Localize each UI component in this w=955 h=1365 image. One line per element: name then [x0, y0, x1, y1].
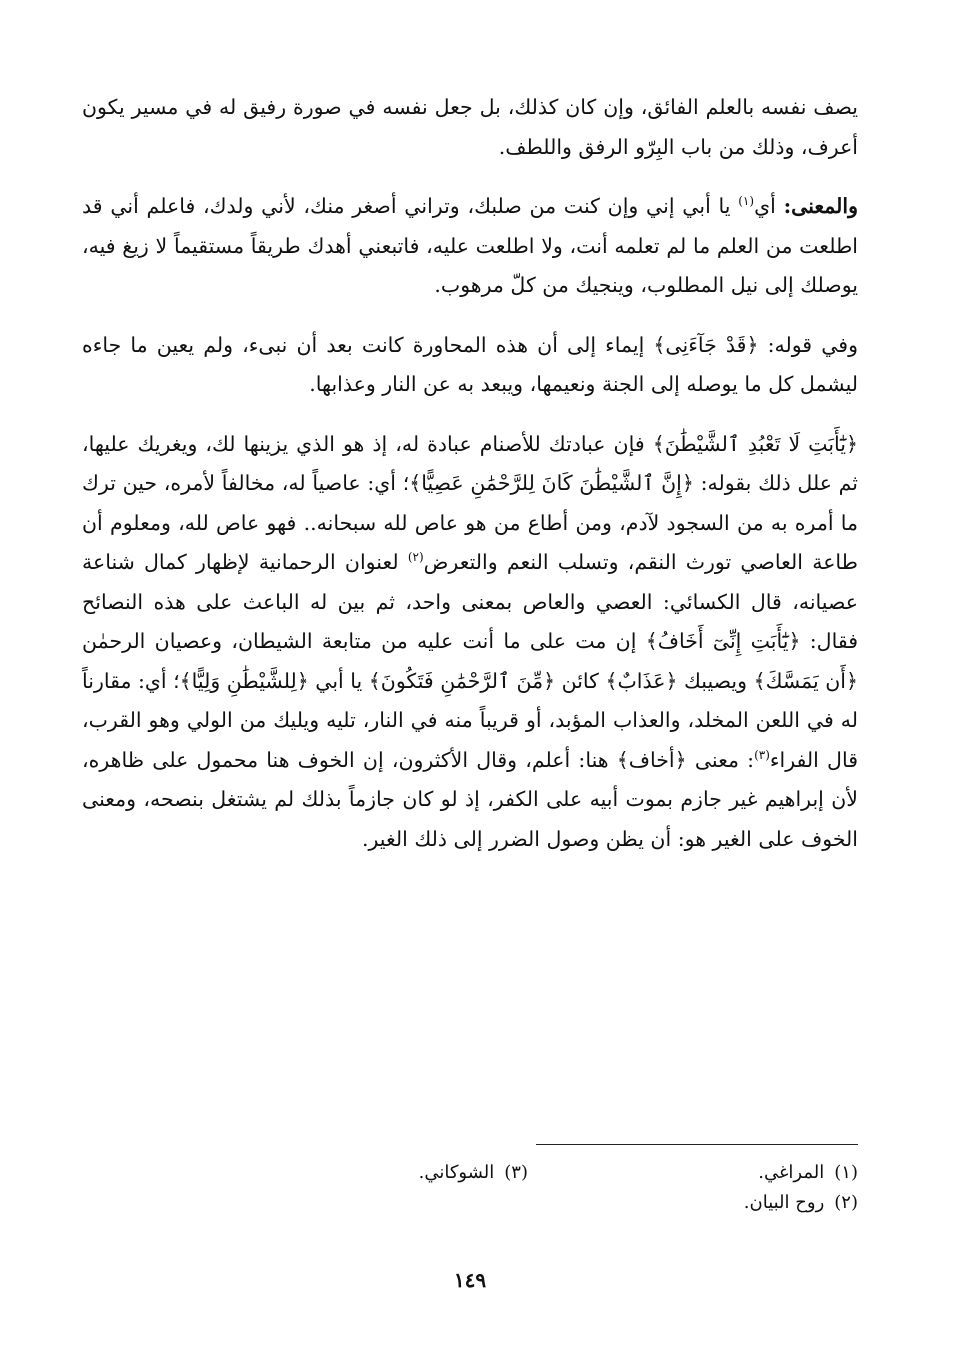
- footnote-ref-1: (١): [738, 194, 755, 209]
- footnote-1-number: (١): [834, 1162, 858, 1183]
- document-page: [82, 88, 858, 1328]
- footnote-1-text: المراغي.: [758, 1162, 825, 1183]
- paragraph-4: [82, 425, 858, 860]
- paragraph-4-text-c: : معنى ﴿أخاف﴾ هنا: أعلم، وقال الأكثرون، إن الخوف هنا محمول على ظاهره، لأن إبراهيم غير جازم بموت أبيه على الكفر، إذ لو كان جازماً بذلك لم يشتغل بنصحه، ومعنى الخوف على الغير هو: أن يظن وصول الضرر إلى ذلك الغير.: [82, 747, 858, 851]
- paragraph-2: [82, 187, 858, 306]
- paragraph-2-lead: والمعنى:: [783, 194, 858, 218]
- page-number: ١٤٩: [453, 1268, 487, 1292]
- footnote-row-1: [82, 1158, 858, 1188]
- footnote-ref-3: (٣): [754, 747, 770, 762]
- footnote-row-2: [82, 1188, 858, 1218]
- paragraph-1: [82, 88, 858, 167]
- paragraph-3-text: وفي قوله: ﴿قَدْ جَآءَنِى﴾ إيماء إلى أن هذه المحاورة كانت بعد أن نبىء، ولم يعين ما جاءه ليشمل كل ما يوصله إلى الجنة ونعيمها، ويبعد به عن النار وعذابها.: [82, 332, 858, 396]
- footnote-ref-2: (٢): [407, 550, 424, 565]
- footnote-separator: [536, 1144, 858, 1145]
- paragraph-4-text-a: ﴿يَٰٓأَبَتِ لَا تَعْبُدِ ٱلشَّيْطَٰنَ﴾ فإن عبادتك للأصنام عبادة له، إذ هو الذي يزينها لك، ويغريك عليها، ثم علل ذلك بقوله: ﴿إِنَّ ٱلشَّيْطَٰنَ كَانَ لِلرَّحْمَٰنِ عَصِيًّا﴾؛ أي: عاصياً له، مخالفاً لأمره، حين ترك ما أمره به من السجود لآدم، ومن أطاع من هو عاص لله سبحانه.. فهو عاص لله، ومعلوم أن طاعة العاصي تورث النقم، وتسلب النعم والتعرض: [82, 431, 858, 574]
- footnote-2: [528, 1188, 858, 1218]
- footnote-2-number: (٢): [834, 1192, 858, 1213]
- paragraph-3: [82, 326, 858, 405]
- footnote-2-text: روح البيان.: [743, 1192, 825, 1213]
- footnote-3-number: (٣): [504, 1162, 528, 1183]
- footnote-3-text: الشوكاني.: [418, 1162, 495, 1183]
- paragraph-2-text-a: أي: [754, 194, 784, 218]
- footnote-3: [198, 1158, 528, 1188]
- paragraph-4-text-b: لعنوان الرحمانية لإظهار كمال شناعة عصيانه، قال الكسائي: العصي والعاص بمعنى واحد، ثم بين له الباعث على هذه النصائح فقال: ﴿يَٰٓأَبَتِ إِنِّىٓ أَخَافُ﴾ إن مت على ما أنت عليه من متابعة الشيطان، وعصيان الرحمٰن ﴿أَن يَمَسَّكَ﴾ ويصيبك ﴿عَذَابٌ﴾ كائن ﴿مِّنَ ٱلرَّحْمَٰنِ فَتَكُونَ﴾ يا أبي ﴿لِلشَّيْطَٰنِ وَلِيًّا﴾؛ أي: مقارناً له في اللعن المخلد، والعذاب المؤبد، أو قريباً منه في النار، تليه ويليك من الولي وهو القرب، قال الفراء: [82, 550, 858, 772]
- footnotes: [82, 1158, 858, 1218]
- paragraph-1-text: يصف نفسه بالعلم الفائق، وإن كان كذلك، بل جعل نفسه في صورة رفيق له في مسير يكون أعرف، وذلك من باب البِرّو الرفق واللطف.: [82, 95, 858, 159]
- footnote-1: [528, 1158, 858, 1188]
- paragraph-2-text-b: يا أبي إني وإن كنت من صلبك، وتراني أصغر منك، لأني ولدك، فاعلم أني قد اطلعت من العلم ما لم تعلمه أنت، ولا اطلعت عليه، فاتبعني أهدك طريقاً مستقيماً لا زيغ فيه، يوصلك إلى نيل المطلوب، وينجيك من كلّ مرهوب.: [82, 194, 858, 297]
